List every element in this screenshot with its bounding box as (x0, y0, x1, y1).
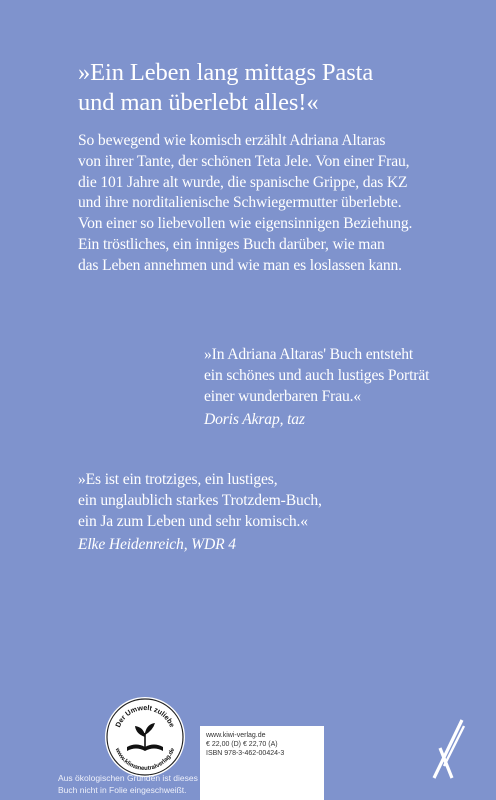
quote-line: ein Ja zum Leben und sehr komisch.« (78, 512, 308, 530)
publisher-info (206, 731, 326, 758)
blurb-line: Von einer so liebevollen wie eigensinnigen Beziehung. (78, 215, 413, 233)
review-quote-taz (204, 345, 484, 431)
blurb-line: So bewegend wie komisch erzählt Adriana Altaras (78, 132, 386, 149)
quote-line: einer wunderbaren Frau.« (204, 387, 362, 405)
isbn-label: ISBN 978-3-462-00424-3 (206, 750, 285, 757)
quote-line: »In Adriana Altaras' Buch entsteht (204, 346, 414, 363)
eco-note-line: Buch nicht in Folie eingeschweißt. (58, 785, 187, 795)
quote-attribution: Doris Akrap, taz (204, 411, 305, 429)
seal-bottom-text: www.klimaneutralverlag.de (113, 747, 177, 773)
review-quote-wdr4 (78, 470, 478, 556)
headline-quote (78, 58, 478, 118)
blurb-line: und ihre norditalienische Schwiegermutter überlebte. (78, 194, 402, 212)
blurb-line: die 101 Jahre alt wurde, die spanische Grippe, das KZ (78, 173, 408, 191)
quote-attribution: Elke Heidenreich, WDR 4 (78, 536, 236, 554)
eco-seal-icon (105, 697, 185, 777)
quote-line: »Es ist ein trotziges, ein lustiges, (78, 471, 278, 488)
blurb-line: Ein tröstliches, ein inniges Buch darüber, wie man (78, 235, 385, 253)
blurb-text (78, 131, 478, 277)
publisher-logo-icon (430, 718, 466, 780)
publisher-logo (430, 718, 466, 780)
eco-seal-logo (105, 697, 185, 777)
blurb-line: von ihrer Tante, der schönen Teta Jele. Von einer Frau, (78, 152, 410, 170)
headline-line-2: und man überlebt alles!« (78, 89, 319, 116)
price-label: € 22,00 (D) € 22,70 (A) (206, 741, 278, 748)
seal-top-text: Der Umwelt zuliebe (113, 702, 177, 729)
headline-line-1: »Ein Leben lang mittags Pasta (78, 59, 374, 86)
eco-note-line: Aus ökologischen Gründen ist dieses (58, 773, 198, 783)
blurb-line: das Leben annehmen und wie man es loslassen kann. (78, 256, 402, 274)
quote-line: ein unglaublich starkes Trotzdem-Buch, (78, 491, 322, 509)
eco-note (58, 772, 198, 796)
quote-line: ein schönes und auch lustiges Porträt (204, 366, 430, 384)
publisher-website: www.kiwi-verlag.de (206, 732, 266, 739)
